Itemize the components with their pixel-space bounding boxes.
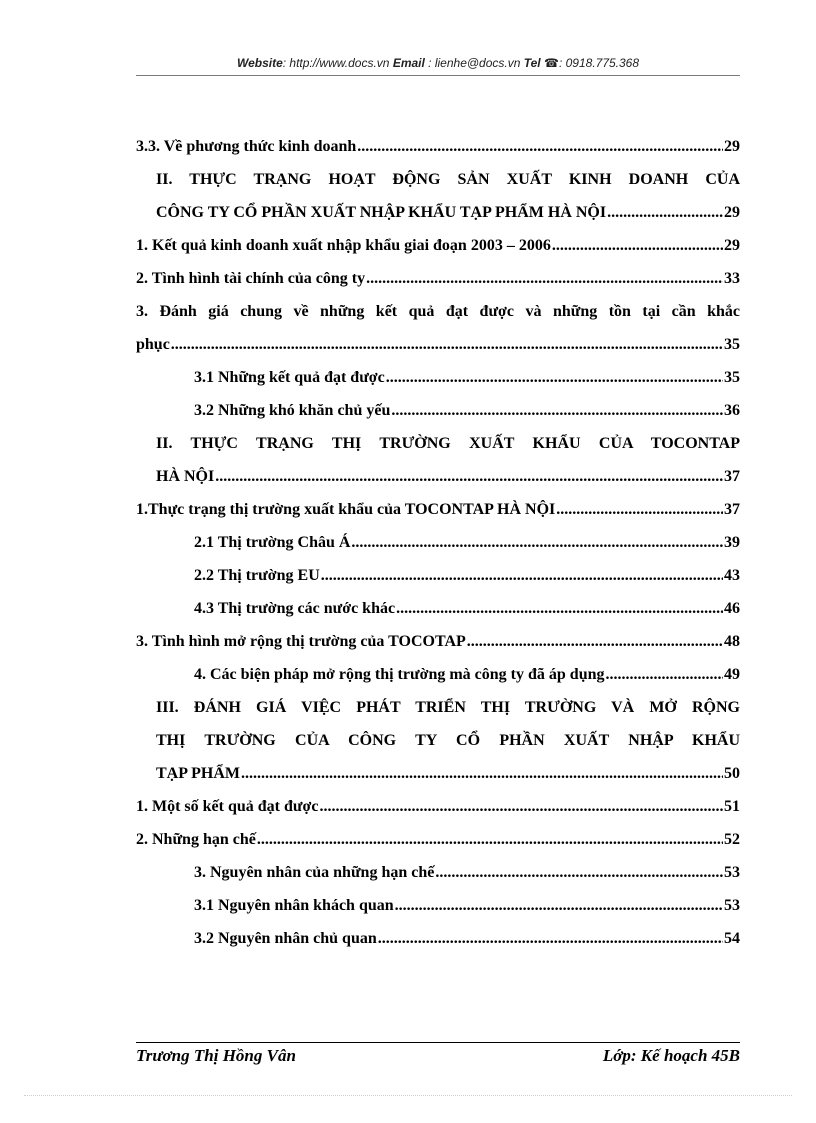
- toc-entry: 3.3. Về phương thức kinh doanh ..... 29: [136, 130, 740, 163]
- toc-entry: 3.1 Những kết quả đạt được ..... 35: [136, 361, 740, 394]
- toc-entry: III. ĐÁNH GIÁ VIỆC PHÁT TRIỂN THỊ TRƯỜNG VÀ MỞ RỘNG: [156, 699, 740, 716]
- toc-entry: 1.Thực trạng thị trường xuất khẩu của TOCONTAP HÀ NỘI ..... 37: [136, 493, 740, 526]
- footer-divider: [136, 1042, 740, 1043]
- toc-entry: 3.1 Nguyên nhân khách quan ..... 53: [136, 889, 740, 922]
- toc-entry: 3. Nguyên nhân của những hạn chế ..... 53: [136, 856, 740, 889]
- toc-entry: phục ..... 35: [136, 328, 740, 361]
- toc-entry: TẠP PHẨM ..... 50: [136, 757, 740, 790]
- phone-icon: ☎: [544, 56, 559, 70]
- toc-entry: 3. Đánh giá chung về những kết quả đạt được và những tồn tại cần khắc: [136, 303, 740, 320]
- toc-entry: THỊ TRƯỜNG CỦA CÔNG TY CỔ PHẦN XUẤT NHẬP KHẨU: [156, 732, 740, 749]
- email-label: Email: [392, 56, 425, 70]
- toc-entry: 3. Tình hình mở rộng thị trường của TOCOTAP ..... 48: [136, 625, 740, 658]
- toc-entry: 2. Những hạn chế ..... 52: [136, 823, 740, 856]
- toc-entry: 3.2 Nguyên nhân chủ quan ..... 54: [136, 922, 740, 955]
- tel-label: Tel: [523, 56, 541, 70]
- table-of-contents: [136, 130, 740, 955]
- header-divider: [136, 75, 740, 76]
- toc-entry: 1. Kết quả kinh doanh xuất nhập khẩu giai đoạn 2003 – 2006 ..... 29: [136, 229, 740, 262]
- website-value: : http://www.docs.vn: [282, 56, 390, 70]
- toc-entry: 4. Các biện pháp mở rộng thị trường mà công ty đã áp dụng ..... 49: [136, 658, 740, 691]
- page-header: [136, 56, 740, 70]
- toc-entry: 3.2 Những khó khăn chủ yếu ..... 36: [136, 394, 740, 427]
- toc-entry: 2.2 Thị trường EU ..... 43: [136, 559, 740, 592]
- footer-author: Trương Thị Hồng Vân: [136, 1046, 296, 1065]
- website-label: Website: [236, 56, 283, 70]
- toc-entry: HÀ NỘI ..... 37: [136, 460, 740, 493]
- page-bottom-border: [24, 1095, 792, 1096]
- toc-entry: II. THỰC TRẠNG HOẠT ĐỘNG SẢN XUẤT KINH DOANH CỦA: [156, 171, 740, 188]
- email-value: : lienhe@docs.vn: [428, 56, 521, 70]
- toc-entry: 4.3 Thị trường các nước khác ..... 46: [136, 592, 740, 625]
- toc-entry: II. THỰC TRẠNG THỊ TRƯỜNG XUẤT KHẨU CỦA TOCONTAP: [156, 435, 740, 452]
- toc-entry: CÔNG TY CỔ PHẦN XUẤT NHẬP KHẨU TẠP PHẨM HÀ NỘI ..... 29: [136, 196, 740, 229]
- tel-value: : 0918.775.368: [558, 56, 640, 70]
- toc-entry: 2. Tình hình tài chính của công ty ..... 33: [136, 262, 740, 295]
- footer-class: Lớp: Kế hoạch 45B: [602, 1046, 740, 1065]
- toc-entry: 2.1 Thị trường Châu Á ..... 39: [136, 526, 740, 559]
- page-footer: [136, 1046, 740, 1066]
- toc-entry: 1. Một số kết quả đạt được ..... 51: [136, 790, 740, 823]
